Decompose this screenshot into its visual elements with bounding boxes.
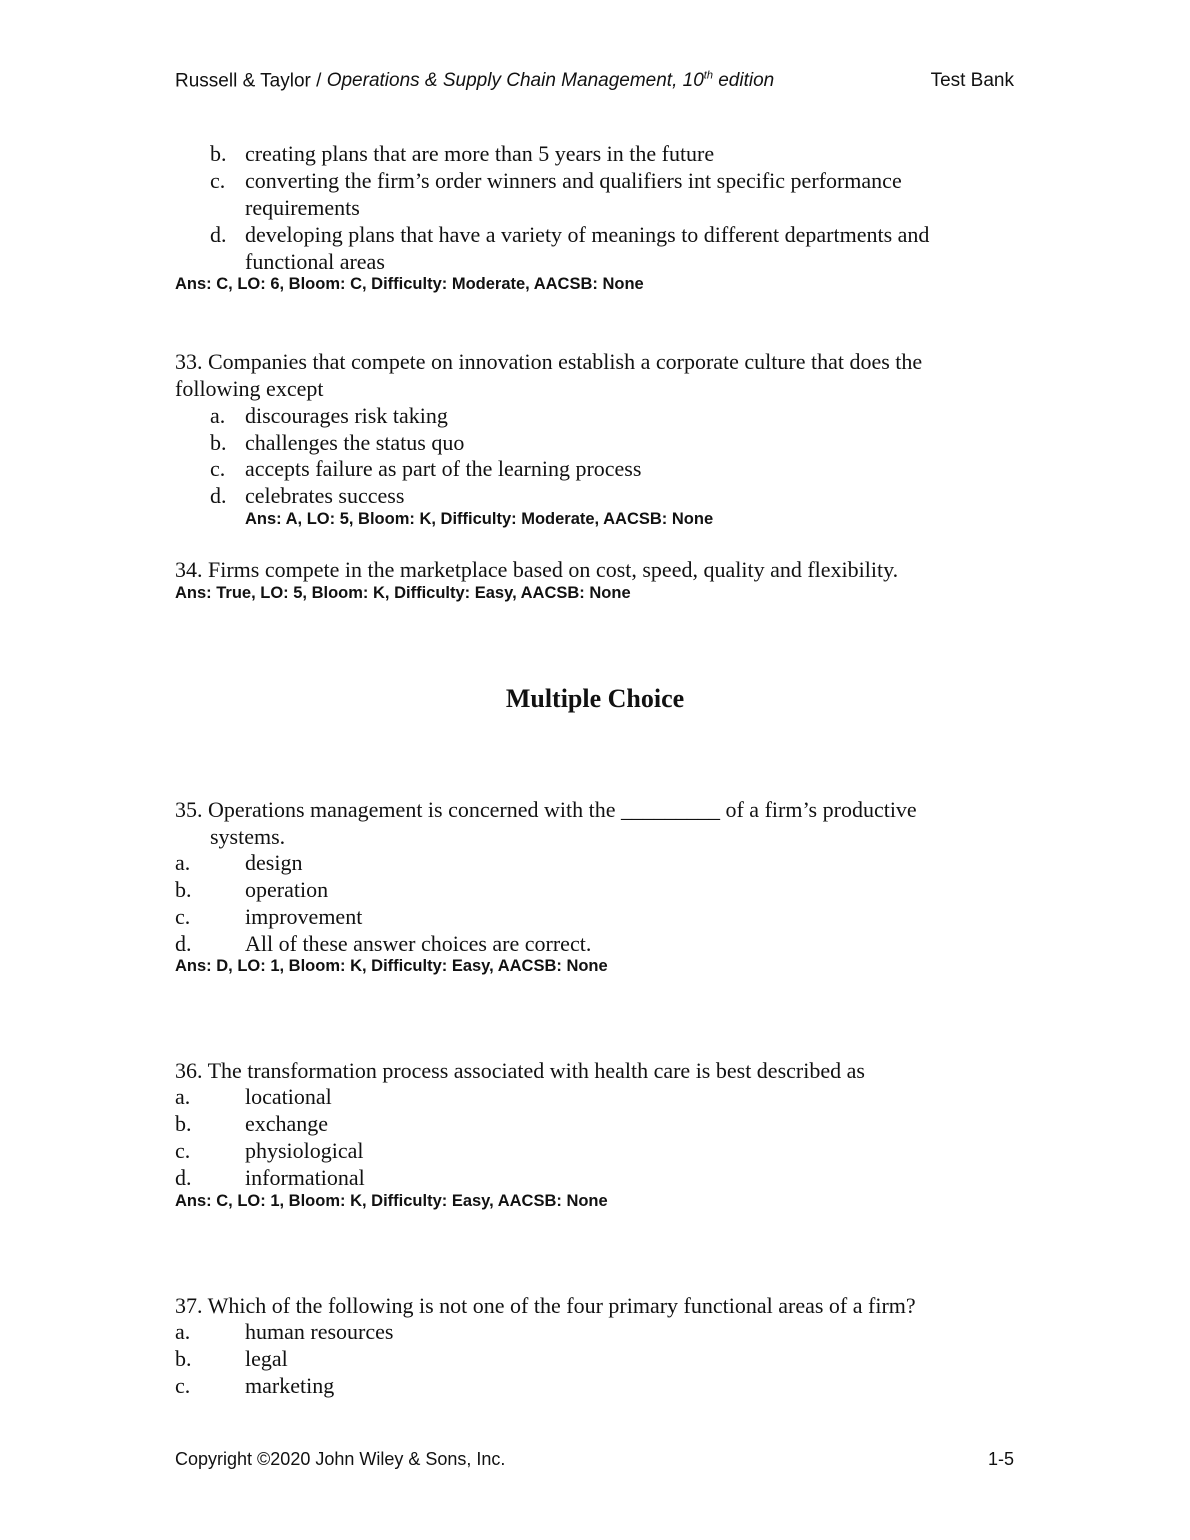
option-letter: d. bbox=[210, 483, 227, 508]
question-stem-continued: following except bbox=[175, 376, 324, 401]
option-letter: a. bbox=[175, 850, 191, 875]
option-text: legal bbox=[245, 1346, 288, 1371]
answer-key: Ans: D, LO: 1, Bloom: K, Difficulty: Easy, AACSB: None bbox=[175, 957, 608, 975]
option-letter: b. bbox=[175, 877, 192, 902]
option-text-continued: requirements bbox=[245, 195, 360, 220]
answer-key: Ans: C, LO: 1, Bloom: K, Difficulty: Easy, AACSB: None bbox=[175, 1192, 608, 1210]
option-letter: d. bbox=[175, 1165, 192, 1190]
option-text: exchange bbox=[245, 1111, 329, 1136]
option-text: human resources bbox=[245, 1319, 394, 1344]
option-letter: c. bbox=[210, 456, 226, 481]
question-stem: 33. Companies that compete on innovation establish a corporate culture that does the bbox=[175, 349, 923, 374]
page-number: 1-5 bbox=[987, 1449, 1014, 1469]
footer-copyright: Copyright ©2020 John Wiley & Sons, Inc. bbox=[175, 1449, 506, 1469]
question-stem: 35. Operations management is concerned with the _________ of a firm’s productive bbox=[175, 797, 917, 822]
option-text: design bbox=[245, 850, 303, 875]
option-text: converting the firm’s order winners and qualifiers int specific performance bbox=[245, 168, 902, 193]
option-letter: d. bbox=[210, 222, 227, 247]
option-letter: b. bbox=[175, 1111, 192, 1136]
option-text: marketing bbox=[245, 1373, 335, 1398]
option-letter: c. bbox=[210, 168, 226, 193]
option-letter: c. bbox=[175, 904, 191, 929]
option-text: informational bbox=[245, 1165, 365, 1190]
option-text: developing plans that have a variety of meanings to different departments and bbox=[245, 222, 930, 247]
header-book-title: Operations & Supply Chain Management, 10 bbox=[326, 70, 704, 92]
header-edition-sup: th bbox=[703, 70, 713, 82]
option-text: celebrates success bbox=[245, 483, 405, 508]
question-stem: 34. Firms compete in the marketplace based on cost, speed, quality and flexibility. bbox=[175, 557, 899, 582]
option-text: physiological bbox=[245, 1138, 364, 1163]
option-text: accepts failure as part of the learning process bbox=[245, 456, 642, 481]
option-letter: a. bbox=[210, 403, 226, 428]
running-header bbox=[175, 70, 774, 92]
option-letter: b. bbox=[175, 1346, 192, 1371]
section-title: Multiple Choice bbox=[505, 684, 685, 713]
option-letter: d. bbox=[175, 931, 192, 956]
answer-key: Ans: A, LO: 5, Bloom: K, Difficulty: Moderate, AACSB: None bbox=[245, 510, 714, 528]
option-text-continued: functional areas bbox=[245, 249, 385, 274]
option-letter: b. bbox=[210, 430, 227, 455]
answer-key: Ans: True, LO: 5, Bloom: K, Difficulty: Easy, AACSB: None bbox=[175, 584, 631, 602]
option-text: All of these answer choices are correct. bbox=[245, 931, 592, 956]
question-stem-continued: systems. bbox=[210, 824, 286, 849]
option-text: improvement bbox=[245, 904, 363, 929]
option-text: operation bbox=[245, 877, 329, 902]
header-author: Russell & Taylor / bbox=[175, 70, 327, 92]
option-letter: a. bbox=[175, 1319, 191, 1344]
answer-key: Ans: C, LO: 6, Bloom: C, Difficulty: Moderate, AACSB: None bbox=[175, 275, 644, 293]
question-stem: 37. Which of the following is not one of the four primary functional areas of a firm? bbox=[175, 1293, 916, 1318]
option-letter: b. bbox=[210, 141, 227, 166]
option-letter: c. bbox=[175, 1373, 191, 1398]
option-text: creating plans that are more than 5 years in the future bbox=[245, 141, 715, 166]
option-letter: c. bbox=[175, 1138, 191, 1163]
header-edition-suffix: edition bbox=[712, 70, 775, 92]
option-text: discourages risk taking bbox=[245, 403, 448, 428]
header-test-bank: Test Bank bbox=[930, 70, 1014, 91]
option-letter: a. bbox=[175, 1084, 191, 1109]
question-stem: 36. The transformation process associated with health care is best described as bbox=[175, 1058, 865, 1083]
option-text: challenges the status quo bbox=[245, 430, 465, 455]
option-text: locational bbox=[245, 1084, 332, 1109]
